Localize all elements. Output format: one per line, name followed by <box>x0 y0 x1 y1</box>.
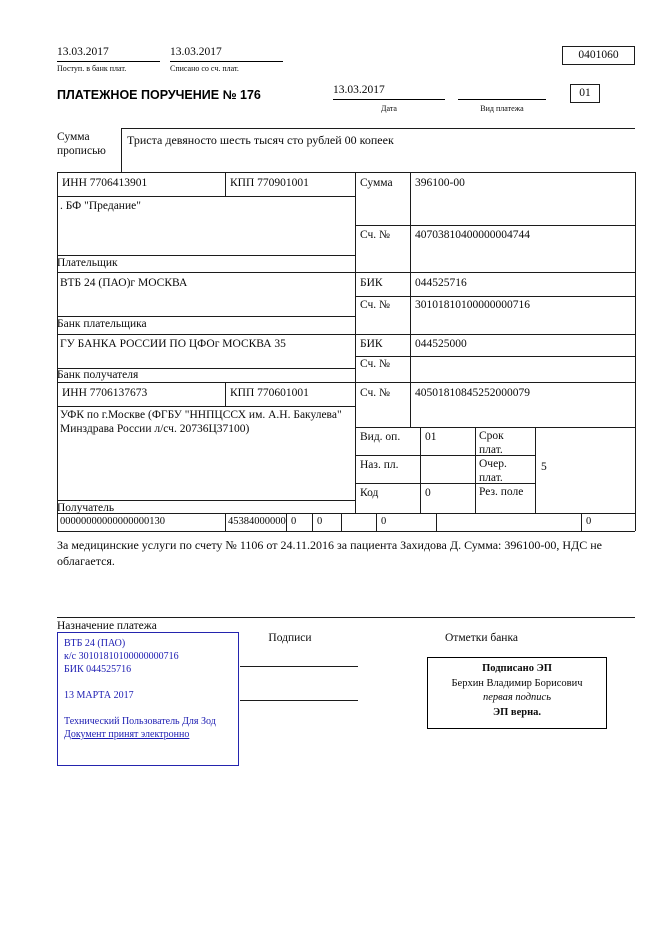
kbk-cell: 00000000000000000130 <box>60 516 165 527</box>
date-debited-value: 13.03.2017 <box>170 46 283 62</box>
strip-cell: 0 <box>291 516 297 527</box>
form-code-box: 0401060 <box>562 46 635 65</box>
payment-type-label: Вид платежа <box>480 104 524 113</box>
payee-bank-bik-label: БИК <box>360 338 383 350</box>
ocher-plat-value: 5 <box>541 461 547 473</box>
table-line <box>57 617 635 618</box>
table-line <box>312 513 313 531</box>
bank-electronic-stamp <box>57 632 239 766</box>
table-line <box>581 513 582 531</box>
payer-bank-name: ВТБ 24 (ПАО)г МОСКВА <box>60 277 188 289</box>
table-line <box>57 316 355 317</box>
date-received-label: Поступ. в банк плат. <box>57 64 127 73</box>
table-line <box>286 513 287 531</box>
stamp-bank-name: ВТБ 24 (ПАО) <box>64 638 126 649</box>
strip-cell: 0 <box>317 516 323 527</box>
amount-words-value: Триста девяносто шесть тысяч сто рублей 00 копеек <box>127 133 394 147</box>
table-line <box>225 513 226 531</box>
table-line <box>225 382 226 406</box>
kod-label: Код <box>360 487 379 499</box>
payee-bank-name: ГУ БАНКА РОССИИ ПО ЦФОг МОСКВА 35 <box>60 338 286 350</box>
table-line <box>57 406 355 407</box>
strip-cell: 0 <box>586 516 592 527</box>
purpose-section-label: Назначение платежа <box>57 620 157 632</box>
table-line <box>57 334 635 335</box>
table-line <box>57 382 635 383</box>
oktmo-cell: 45384000000 <box>228 516 286 527</box>
payer-bank-account-value: 30101810100000000716 <box>415 299 530 311</box>
table-line <box>355 296 635 297</box>
payer-status-box: 01 <box>570 84 600 103</box>
table-line <box>57 531 635 532</box>
payee-bank-account-label: Сч. № <box>360 358 391 370</box>
signature-line <box>240 666 358 667</box>
rez-pole-label: Рез. поле <box>479 486 524 498</box>
payee-bank-section-label: Банк получателя <box>57 369 139 381</box>
table-line <box>341 513 342 531</box>
strip-cell: 0 <box>381 516 387 527</box>
payer-account-value: 40703810400000004744 <box>415 229 530 241</box>
date-label: Дата <box>381 104 397 113</box>
table-line <box>355 172 356 513</box>
table-line <box>57 272 635 273</box>
payer-name: . БФ "Предание" <box>60 200 141 212</box>
table-line <box>376 513 377 531</box>
payer-bank-account-label: Сч. № <box>360 299 391 311</box>
payee-name: УФК по г.Москве (ФГБУ "ННПЦССХ им. А.Н. Бакулева" Минздрава России л/сч. 20736Ц37100) <box>60 409 342 435</box>
table-line <box>57 196 355 197</box>
table-line <box>535 427 536 513</box>
stamp-spacer <box>64 702 232 715</box>
table-line <box>121 128 635 129</box>
table-line <box>355 427 635 428</box>
payer-inn: ИНН 7706413901 <box>62 177 148 189</box>
table-line <box>121 128 122 172</box>
table-line <box>635 172 636 531</box>
table-line <box>355 225 635 226</box>
payee-inn: ИНН 7706137673 <box>62 387 148 399</box>
payer-bank-section-label: Банк плательщика <box>57 318 147 330</box>
payee-account-value: 40501810845252000079 <box>415 387 530 399</box>
stamp-accepted-note: Документ принят электронно <box>64 729 190 740</box>
srok-plat-label: Срок плат. <box>479 430 504 456</box>
payee-bank-bik-value: 044525000 <box>415 338 467 350</box>
purpose-text: За медицинские услуги по счету № 1106 от 24.11.2016 за пациента Захидова Д. Сумма: 396100-00, НДС не облагается. <box>57 538 602 569</box>
sum-label: Сумма <box>360 177 393 189</box>
ep-signed-label: Подписано ЭП <box>482 663 552 674</box>
date-received-value: 13.03.2017 <box>57 46 160 62</box>
payer-section-label: Плательщик <box>57 257 118 269</box>
table-line <box>57 172 635 173</box>
payee-kpp: КПП 770601001 <box>230 387 309 399</box>
electronic-signature-box <box>427 657 607 729</box>
table-line <box>57 513 635 514</box>
table-line <box>436 513 437 531</box>
payer-account-label: Сч. № <box>360 229 391 241</box>
payer-kpp: КПП 770901001 <box>230 177 309 189</box>
table-line <box>225 172 226 196</box>
table-line <box>420 427 421 513</box>
signatures-label: Подписи <box>268 632 312 644</box>
document-title: ПЛАТЕЖНОЕ ПОРУЧЕНИЕ № 176 <box>57 88 261 102</box>
stamp-bik: БИК 044525716 <box>64 664 132 675</box>
table-line <box>57 500 355 501</box>
vid-op-value: 01 <box>425 431 437 443</box>
payer-bank-bik-value: 044525716 <box>415 277 467 289</box>
table-line <box>475 427 476 513</box>
stamp-spacer <box>64 676 232 689</box>
ep-first-signature-label: первая подпись <box>482 692 551 704</box>
date-debited-label: Списано со сч. плат. <box>170 64 239 73</box>
ocher-plat-label: Очер. плат. <box>479 458 507 484</box>
stamp-date: 13 МАРТА 2017 <box>64 690 134 701</box>
payee-account-label: Сч. № <box>360 387 391 399</box>
table-line <box>410 172 411 427</box>
ep-signer-name: Берхин Владимир Борисович <box>451 677 583 689</box>
vid-op-label: Вид. оп. <box>360 431 401 443</box>
payer-bank-bik-label: БИК <box>360 277 383 289</box>
naz-pl-label: Наз. пл. <box>360 459 399 471</box>
payee-section-label: Получатель <box>57 502 115 514</box>
table-line <box>57 255 355 256</box>
table-line <box>57 172 58 531</box>
signature-line <box>240 700 358 701</box>
amount-words-label: Сумма прописью <box>57 131 106 157</box>
document-date: 13.03.2017 <box>333 84 445 100</box>
payment-type-line <box>458 84 546 100</box>
table-line <box>355 356 635 357</box>
stamp-user: Технический Пользователь Для Зод <box>64 716 216 727</box>
stamp-corr-account: к/с 30101810100000000716 <box>64 651 179 662</box>
bank-marks-label: Отметки банка <box>445 632 518 644</box>
sum-value: 396100-00 <box>415 177 465 189</box>
ep-valid-label: ЭП верна. <box>492 707 541 719</box>
kod-value: 0 <box>425 487 431 499</box>
